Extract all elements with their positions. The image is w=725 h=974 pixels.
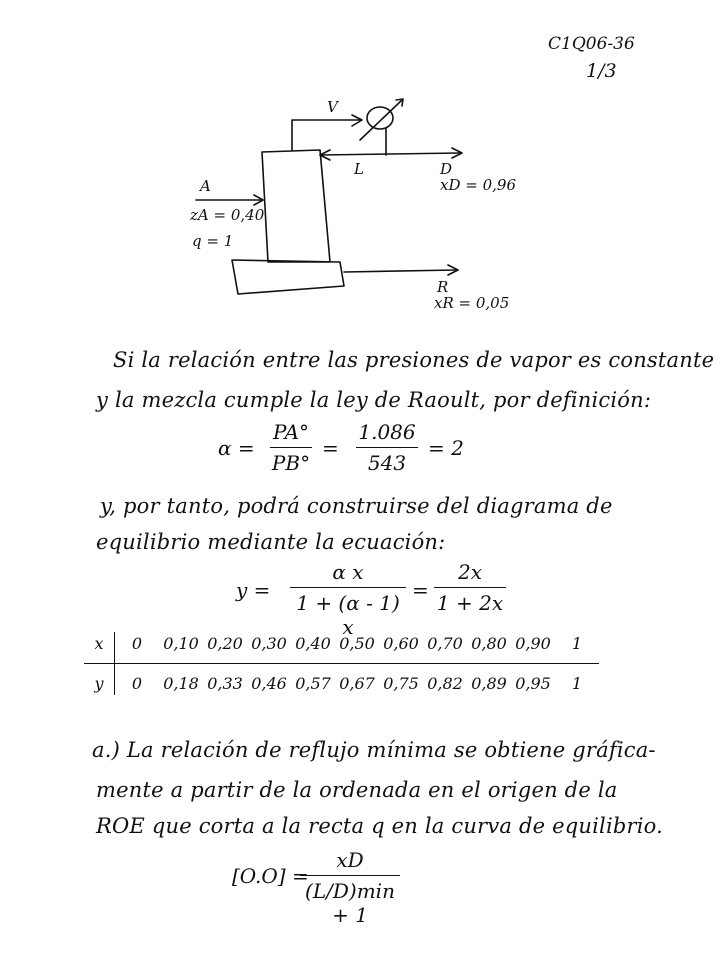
feed-label: A xyxy=(200,177,211,195)
y-denominator: 1 + (α - 1) x xyxy=(296,591,400,639)
alpha-equals: = xyxy=(322,436,339,460)
y-value: 0,33 xyxy=(207,674,243,693)
reboiler xyxy=(232,260,344,294)
y-value: 0,89 xyxy=(471,674,507,693)
y-equation-general xyxy=(290,560,406,639)
alpha-denominator-value: 543 xyxy=(367,451,407,475)
alpha-denominator: PB° xyxy=(271,451,311,475)
alpha-numerator: PA° xyxy=(272,420,310,444)
x-value: 0,80 xyxy=(471,634,507,653)
alpha-ratio xyxy=(270,420,312,475)
y-value: 0,82 xyxy=(427,674,463,693)
distillate-line xyxy=(320,153,460,155)
bottoms-line xyxy=(344,270,456,272)
distillate-composition: xD = 0,96 xyxy=(440,176,516,194)
part-a-line-1: a.) La relación de reflujo mínima se obtiene gráfica- xyxy=(92,738,656,762)
x-value: 0,50 xyxy=(339,634,375,653)
bottoms-composition: xR = 0,05 xyxy=(434,294,510,312)
bottoms-label: R xyxy=(437,278,449,296)
y-numerator: α x xyxy=(332,560,364,584)
equilibrium-table xyxy=(84,632,599,695)
part-a-line-2: mente a partir de la ordenada en el origen de la xyxy=(96,778,618,802)
alpha-symbol: α = xyxy=(218,436,255,460)
y-value: 0,95 xyxy=(515,674,551,693)
mid-line-1: y, por tanto, podrá construirse del diagrama de xyxy=(100,494,613,518)
oo-numerator: xD xyxy=(336,848,364,872)
x-value: 0,70 xyxy=(427,634,463,653)
alpha-result: = 2 xyxy=(428,436,464,460)
alpha-values xyxy=(356,420,418,475)
mid-line-2: equilibrio mediante la ecuación: xyxy=(96,530,446,554)
intro-line-2: y la mezcla cumple la ley de Raoult, por definición: xyxy=(96,388,652,412)
reflux-label: L xyxy=(354,160,364,178)
x-value: 0,40 xyxy=(295,634,331,653)
x-value: 1 xyxy=(571,634,583,653)
y-header: y xyxy=(84,664,115,696)
y-denominator-specific: 1 + 2x xyxy=(436,591,504,615)
x-value: 0,90 xyxy=(515,634,551,653)
page-number: 1/3 xyxy=(586,60,617,82)
feed-quality: q = 1 xyxy=(192,232,234,250)
x-value: 0,10 xyxy=(163,634,199,653)
column-body xyxy=(262,150,330,262)
x-value: 0,30 xyxy=(251,634,287,653)
condenser xyxy=(367,107,393,129)
x-header: x xyxy=(84,632,115,664)
oo-label: [O.O] = xyxy=(232,864,309,888)
intro-line-1: Si la relación entre las presiones de vapor es constante xyxy=(113,348,715,372)
y-symbol: y = xyxy=(236,578,271,602)
y-numerator-specific: 2x xyxy=(457,560,482,584)
document-code: C1Q06-36 xyxy=(548,34,635,54)
y-value: 0,18 xyxy=(163,674,199,693)
y-value: 0,75 xyxy=(383,674,419,693)
x-value: 0 xyxy=(131,634,143,653)
vapor-label: V xyxy=(327,98,338,116)
vapor-line xyxy=(292,120,360,150)
x-value: 0,20 xyxy=(207,634,243,653)
oo-denominator: (L/D)min + 1 xyxy=(305,879,395,927)
alpha-numerator-value: 1.086 xyxy=(358,420,416,444)
y-value: 0,67 xyxy=(339,674,375,693)
distillate-label: D xyxy=(440,160,453,178)
x-value: 0,60 xyxy=(383,634,419,653)
part-a-line-3: ROE que corta a la recta q en la curva de equilibrio. xyxy=(96,814,664,838)
y-equation-specific xyxy=(434,560,506,615)
y-value: 0,57 xyxy=(295,674,331,693)
table-row-x xyxy=(84,632,599,664)
oo-fraction xyxy=(300,848,400,927)
y-value: 0,46 xyxy=(251,674,287,693)
y-equals: = xyxy=(412,578,429,602)
feed-composition: zA = 0,40 xyxy=(190,206,265,224)
table-row-y xyxy=(84,664,599,696)
y-value: 0 xyxy=(131,674,143,693)
y-value: 1 xyxy=(571,674,583,693)
